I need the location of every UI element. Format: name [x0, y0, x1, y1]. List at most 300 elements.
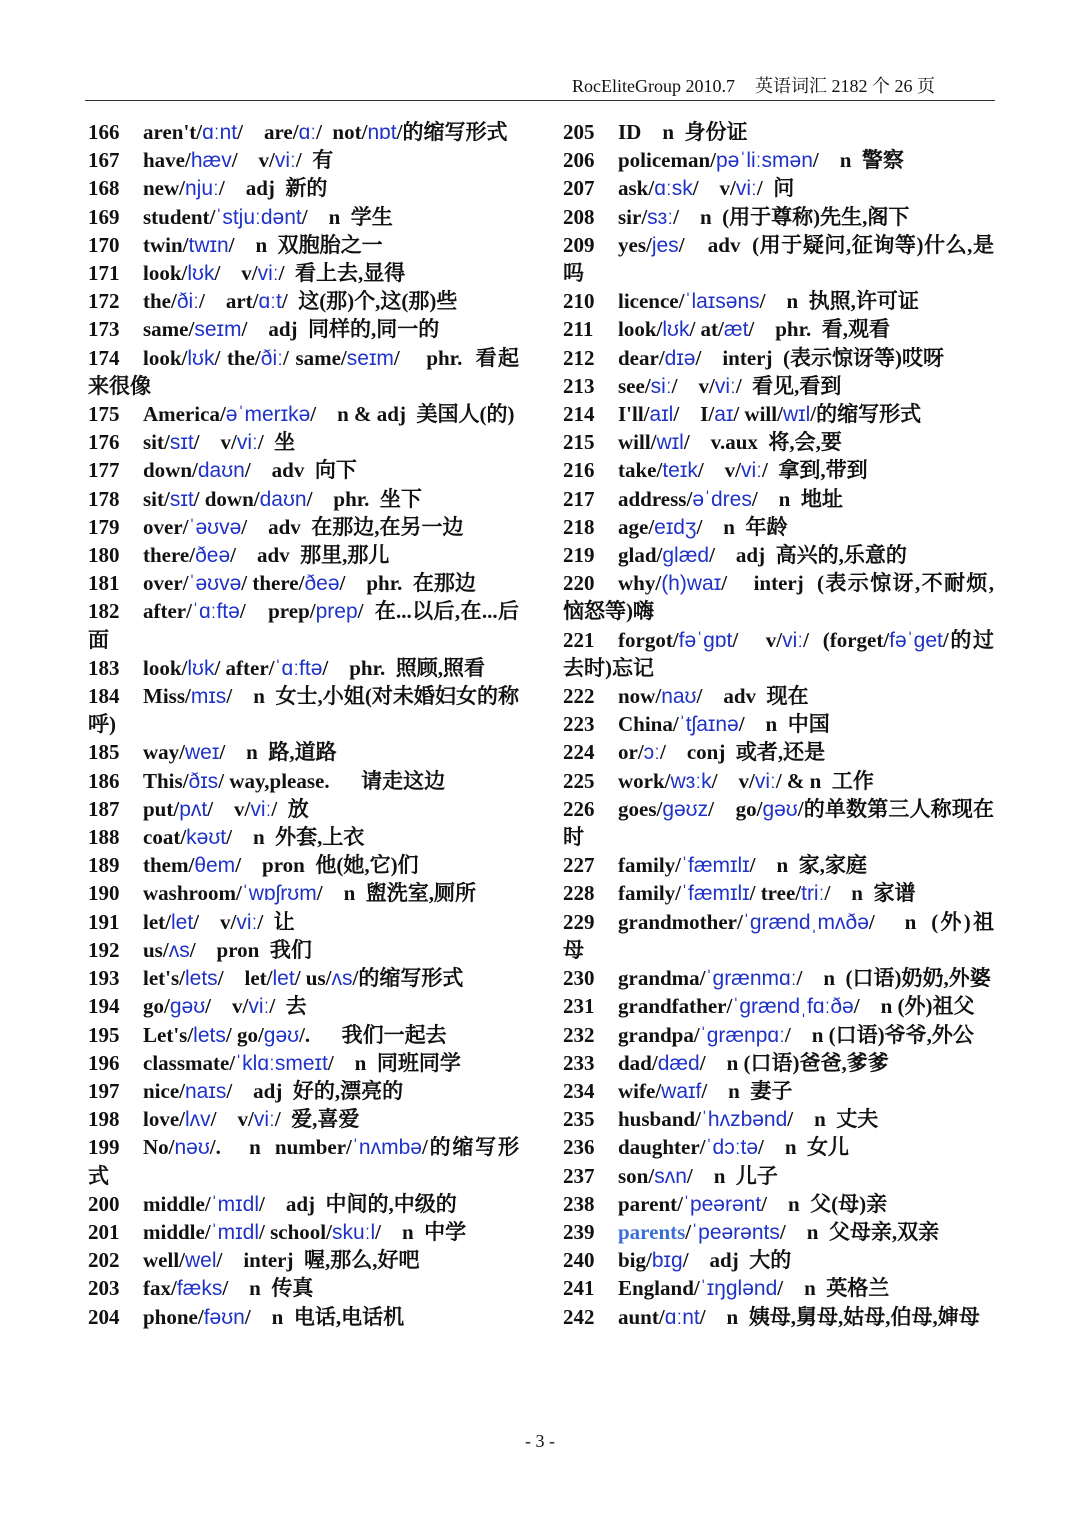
- highlighted-word: parents: [618, 1219, 686, 1244]
- phonetic-transcription: ʌs: [331, 967, 353, 991]
- phonetic-transcription: viː: [236, 431, 258, 455]
- phonetic-transcription: ɑːsk: [654, 177, 693, 201]
- phonetic-transcription: daʊn: [259, 487, 307, 511]
- entry-text: / n 父母亲,双亲: [779, 1219, 940, 1244]
- phonetic-transcription: eɪdʒ: [654, 515, 697, 539]
- phonetic-transcription: ˈfæmɪlɪ: [681, 854, 750, 878]
- entry-text: / 这(那)个,这(那)些: [281, 289, 458, 314]
- vocab-entry: [88, 400, 519, 428]
- phonetic-transcription: lʊk: [187, 262, 215, 286]
- vocab-entry: [88, 1246, 519, 1274]
- entry-number: 220: [563, 571, 595, 596]
- entry-text: /的过去时)忘记: [563, 627, 994, 680]
- entry-text: / phr. 坐下: [306, 486, 422, 511]
- phonetic-transcription: let: [170, 910, 194, 934]
- entry-text: / n 执照,许可证: [759, 289, 919, 314]
- phonetic-transcription: bɪg: [651, 1249, 683, 1273]
- entry-text: /的缩写形式: [810, 402, 922, 427]
- phonetic-transcription: ˈpeərənts: [691, 1220, 780, 1244]
- vocab-entry: [563, 428, 994, 456]
- vocab-entry: [563, 287, 994, 315]
- phonetic-transcription: viː: [253, 1108, 275, 1132]
- entry-number: 236: [563, 1135, 595, 1160]
- phonetic-transcription: ˈgrænmɑː: [705, 967, 797, 991]
- entry-text: dad/: [618, 1050, 658, 1075]
- vocab-entry: [563, 710, 994, 738]
- phonetic-transcription: viː: [741, 459, 762, 483]
- entry-number: 177: [88, 458, 120, 483]
- phonetic-transcription: ˈgrændˌfɑːðə: [732, 995, 854, 1019]
- entry-text: England/: [618, 1276, 700, 1301]
- entry-text: /: [685, 1219, 692, 1244]
- entry-number: 205: [563, 120, 595, 144]
- entry-number: 207: [563, 176, 595, 201]
- phonetic-transcription: naʊ: [661, 685, 697, 709]
- vocab-entry: [563, 118, 994, 146]
- entry-text: family/: [618, 881, 681, 906]
- phonetic-transcription: hæv: [190, 149, 232, 173]
- vocab-entry: [563, 851, 994, 879]
- entry-text: ask/: [618, 176, 655, 201]
- phonetic-transcription: θem: [194, 854, 236, 878]
- phonetic-transcription: mɪs: [190, 685, 227, 709]
- entry-text: / school/: [259, 1219, 332, 1244]
- phonetic-transcription: siː: [650, 374, 672, 398]
- entry-number: 226: [563, 796, 595, 821]
- entry-text: /的单数第三人称现在时: [563, 796, 994, 850]
- entry-text: / adj 同样的,同一的: [241, 317, 440, 342]
- vocab-entry: [88, 654, 519, 682]
- entry-text: wife/: [618, 1078, 662, 1103]
- phonetic-transcription: ðeə: [304, 572, 340, 596]
- entry-text: aunt/: [618, 1304, 665, 1329]
- vocab-entry: [88, 259, 519, 287]
- entry-text: / I/: [673, 402, 715, 427]
- phonetic-transcription: triː: [801, 882, 825, 906]
- entry-text: licence/: [618, 289, 685, 314]
- vocab-entry: [563, 456, 994, 484]
- vocab-entry: [88, 823, 519, 851]
- entry-number: 167: [88, 148, 120, 173]
- entry-number: 201: [88, 1219, 120, 1244]
- phonetic-transcription: sɪt: [169, 487, 194, 511]
- phonetic-transcription: dæd: [657, 1051, 700, 1075]
- entry-number: 173: [88, 317, 120, 342]
- entry-text: down/: [143, 458, 198, 483]
- entry-text: well/: [143, 1248, 185, 1273]
- entry-text: / 去: [269, 994, 307, 1019]
- phonetic-transcription: ɑːt: [258, 290, 282, 314]
- entry-text: / art/: [199, 289, 259, 314]
- entry-number: 188: [88, 825, 120, 850]
- entry-number: 240: [563, 1248, 595, 1273]
- entry-text: family/: [618, 853, 681, 878]
- entry-text: America/: [143, 402, 226, 427]
- vocab-entry: [88, 1021, 519, 1049]
- phonetic-transcription: fəˈgɒt: [678, 628, 733, 652]
- phonetic-transcription: əˈdres: [692, 487, 752, 511]
- phonetic-transcription: ˈəʊvə: [188, 515, 242, 539]
- vocab-entry: [88, 1218, 519, 1246]
- entry-text: age/: [618, 514, 655, 539]
- entry-text: /. n number/: [209, 1135, 352, 1160]
- phonetic-transcription: lʊk: [662, 318, 690, 342]
- vocab-entry: [88, 1049, 519, 1077]
- entry-number: 241: [563, 1276, 595, 1301]
- entry-number: 233: [563, 1050, 595, 1075]
- entry-number: 230: [563, 966, 595, 991]
- phonetic-transcription: pəˈliːsmən: [716, 149, 813, 173]
- entry-text: / n 妻子: [701, 1078, 793, 1103]
- entry-text: / 看见,看到: [735, 373, 842, 398]
- entry-text: middle/: [143, 1191, 211, 1216]
- vocab-entry: [563, 1021, 994, 1049]
- entry-text: over/: [143, 571, 189, 596]
- entry-text: / us/: [294, 966, 332, 991]
- vocab-entry: [88, 541, 519, 569]
- entry-text: nice/: [143, 1078, 185, 1103]
- vocab-entry: [563, 1218, 994, 1246]
- entry-number: 174: [88, 345, 120, 370]
- entry-text: dear/: [618, 345, 665, 370]
- entry-text: sit/: [143, 486, 170, 511]
- entry-text: / not/: [316, 120, 368, 144]
- entry-text: washroom/: [143, 881, 242, 906]
- entry-number: 195: [88, 1022, 120, 1047]
- entry-text: / n 中国: [738, 712, 830, 737]
- entry-text: Miss/: [143, 684, 191, 709]
- vocab-entry: [563, 231, 994, 287]
- vocab-entry: [88, 485, 519, 513]
- phonetic-transcription: ˈlaɪsəns: [684, 290, 760, 314]
- entry-text: us/: [143, 937, 169, 962]
- entry-text: yes/: [618, 232, 652, 257]
- entry-number: 196: [88, 1050, 120, 1075]
- entry-text: / v/: [711, 768, 755, 793]
- phonetic-transcription: ˈəʊvə: [188, 572, 242, 596]
- entry-number: 229: [563, 909, 595, 934]
- phonetic-transcription: gəʊz: [662, 797, 709, 821]
- entry-text: middle/: [143, 1219, 211, 1244]
- entry-text: / n 家,家庭: [749, 853, 867, 878]
- entry-text: now/: [618, 684, 662, 709]
- vocab-entry: [563, 795, 994, 851]
- phonetic-transcription: weɪ: [185, 741, 220, 765]
- vocab-entry: [88, 908, 519, 936]
- entry-text: / n 外套,上衣: [226, 825, 365, 850]
- vocab-entry: [88, 344, 519, 400]
- entry-text: / v/: [193, 909, 237, 934]
- phonetic-transcription: ʌs: [168, 938, 190, 962]
- vocab-entry: [88, 738, 519, 766]
- vocab-entry: [563, 1105, 994, 1133]
- entry-text: / n 同班同学: [327, 1050, 461, 1075]
- entry-text: / pron 他(她,它)们: [235, 853, 419, 878]
- entry-text: coat/: [143, 825, 187, 850]
- entry-number: 223: [563, 712, 595, 737]
- vocab-entry: [563, 682, 994, 710]
- vocab-entry: [88, 767, 519, 795]
- entry-number: 206: [563, 148, 595, 173]
- entry-number: 209: [563, 232, 595, 257]
- entry-number: 178: [88, 486, 120, 511]
- vocab-entry: [563, 964, 994, 992]
- vocab-entry: [88, 964, 519, 992]
- entry-text: / adj 大的: [682, 1248, 792, 1273]
- phonetic-transcription: ˈɑːftə: [274, 656, 323, 680]
- vocab-entry: [88, 992, 519, 1020]
- entry-text: / n & adj 美国人(的): [310, 402, 515, 427]
- phonetic-transcription: ðiː: [260, 346, 283, 370]
- phonetic-transcription: ðɪs: [188, 769, 219, 793]
- entry-text: let/: [143, 909, 171, 934]
- entry-number: 227: [563, 853, 595, 878]
- entry-text: take/: [618, 458, 663, 483]
- entry-number: 222: [563, 684, 595, 709]
- phonetic-transcription: viː: [714, 374, 736, 398]
- entry-text: / there/: [241, 571, 305, 596]
- entry-text: daughter/: [618, 1135, 706, 1160]
- entry-text: This/: [143, 768, 189, 793]
- entry-number: 180: [88, 543, 120, 568]
- vocab-entry: [88, 795, 519, 823]
- vocab-entry: [563, 738, 994, 766]
- phonetic-transcription: ˈnʌmbə: [351, 1136, 422, 1160]
- phonetic-transcription: gəʊ: [263, 1023, 300, 1047]
- header-rule: [85, 100, 995, 101]
- entry-text: / n 家谱: [824, 881, 916, 906]
- vocab-entry: [563, 315, 994, 343]
- vocab-column-right: [563, 118, 994, 1331]
- entry-text: I'll/: [618, 402, 650, 427]
- phonetic-transcription: teɪk: [662, 459, 698, 483]
- entry-text: / go/: [225, 1022, 264, 1047]
- phonetic-transcription: daʊn: [197, 459, 245, 483]
- entry-number: 169: [88, 204, 120, 229]
- phonetic-transcription: wɪl: [782, 403, 811, 427]
- entry-text: new/: [143, 176, 185, 201]
- vocab-entry: [563, 400, 994, 428]
- entry-text: son/: [618, 1163, 655, 1188]
- entry-text: / go/: [708, 796, 763, 821]
- entry-number: 213: [563, 373, 595, 398]
- entry-number: 215: [563, 430, 595, 455]
- phonetic-transcription: prep: [315, 600, 358, 624]
- entry-text: / n 传真: [222, 1276, 314, 1301]
- phonetic-transcription: lets: [193, 1023, 226, 1047]
- entry-text: / v/: [697, 458, 741, 483]
- phonetic-transcription: naɪs: [185, 1079, 227, 1103]
- vocab-entry: [88, 203, 519, 231]
- phonetic-transcription: lets: [185, 967, 218, 991]
- entry-text: or/: [618, 740, 644, 765]
- entry-text: / n (用于尊称)先生,阁下: [673, 204, 910, 229]
- vocab-entry: [563, 992, 994, 1020]
- vocab-entry: [563, 1077, 994, 1105]
- vocab-entry: [88, 1077, 519, 1105]
- phonetic-transcription: ɑː: [298, 121, 317, 144]
- entry-number: 228: [563, 881, 595, 906]
- entry-number: 181: [88, 571, 120, 596]
- entry-number: 186: [88, 768, 120, 793]
- vocab-entry: [88, 879, 519, 907]
- entry-text: / way,please. 请走这边: [218, 768, 446, 793]
- entry-number: 198: [88, 1107, 120, 1132]
- entry-number: 176: [88, 430, 120, 455]
- phonetic-transcription: seɪm: [346, 346, 394, 370]
- entry-text: / adj 新的: [218, 176, 328, 201]
- vocab-entry: [88, 851, 519, 879]
- phonetic-transcription: əˈmerɪkə: [225, 403, 311, 427]
- vocab-entry: [563, 1049, 994, 1077]
- phonetic-transcription: nəʊ: [174, 1136, 210, 1160]
- vocab-entry: [563, 1246, 994, 1274]
- phonetic-transcription: wɜːk: [670, 769, 712, 793]
- phonetic-transcription: let: [272, 967, 295, 991]
- vocab-entry: [88, 428, 519, 456]
- entry-text: / n (口语)爸爸,爹爹: [699, 1050, 889, 1075]
- entry-text: / n 盥洗室,厕所: [316, 881, 476, 906]
- page-header: [572, 74, 935, 98]
- entry-text: / n 女儿: [758, 1135, 850, 1160]
- vocab-entry: [88, 118, 519, 146]
- vocab-entry: [88, 936, 519, 964]
- entry-text: classmate/: [143, 1050, 236, 1075]
- entry-number: 221: [563, 627, 595, 652]
- vocab-entry: [563, 174, 994, 202]
- entry-text: / v/: [231, 148, 275, 173]
- entry-text: husband/: [618, 1107, 701, 1132]
- vocab-column-left: [88, 118, 519, 1331]
- phonetic-transcription: viː: [236, 910, 258, 934]
- entry-number: 191: [88, 909, 120, 934]
- entry-text: / n 丈夫: [787, 1107, 879, 1132]
- entry-text: / v/: [210, 1107, 254, 1132]
- entry-text: fax/: [143, 1276, 177, 1301]
- entry-text: / v/: [193, 430, 237, 455]
- phonetic-transcription: ˈgrænpɑː: [699, 1023, 785, 1047]
- phonetic-transcription: seɪm: [194, 318, 242, 342]
- phonetic-transcription: glæd: [662, 544, 710, 568]
- entry-text: / phr. 看起来很像: [88, 345, 519, 398]
- entry-text: / phr. 照顾,照看: [322, 655, 485, 680]
- entry-text: have/: [143, 148, 191, 173]
- entry-number: 224: [563, 740, 595, 765]
- entry-text: glad/: [618, 543, 663, 568]
- vocab-entry: [563, 203, 994, 231]
- entry-text: / adv 在那边,在另一边: [241, 514, 464, 539]
- phonetic-transcription: ˈstjuːdənt: [215, 205, 302, 229]
- entry-text: / n (外)祖父: [853, 994, 975, 1019]
- entry-text: let's/: [143, 966, 185, 991]
- entry-text: put/: [143, 796, 180, 821]
- entry-text: / will/: [733, 402, 783, 427]
- phonetic-transcription: ˈwɒʃrʊm: [241, 882, 317, 906]
- vocab-entry: [563, 879, 994, 907]
- vocab-entry: [563, 626, 994, 682]
- vocab-entry: [563, 1190, 994, 1218]
- entry-text: / at/: [689, 317, 724, 342]
- entry-number: 242: [563, 1304, 595, 1329]
- entry-text: why/: [618, 571, 662, 596]
- phonetic-transcription: æt: [723, 318, 749, 342]
- entry-text: will/: [618, 430, 657, 455]
- entry-number: 232: [563, 1022, 595, 1047]
- phonetic-transcription: viː: [782, 628, 804, 652]
- vocab-entry: [563, 513, 994, 541]
- entry-number: 175: [88, 402, 120, 427]
- vocab-entry: [563, 146, 994, 174]
- phonetic-transcription: ˈgrændˌmʌðə: [742, 910, 869, 934]
- phonetic-transcription: wel: [185, 1249, 217, 1273]
- phonetic-transcription: ˈfæmɪlɪ: [681, 882, 750, 906]
- vocab-entry: [88, 456, 519, 484]
- entry-number: 197: [88, 1078, 120, 1103]
- entry-number: 212: [563, 345, 595, 370]
- phonetic-transcription: ˈɑːftə: [191, 600, 240, 624]
- phonetic-transcription: ˈɪŋglənd: [699, 1277, 778, 1301]
- vocab-entry: [563, 344, 994, 372]
- entry-text: over/: [143, 514, 189, 539]
- entry-text: / 问: [756, 176, 795, 201]
- phonetic-transcription: wɪl: [656, 431, 684, 455]
- entry-text: / n (口语)爷爷,外公: [784, 1022, 974, 1047]
- vocab-entry: [88, 174, 519, 202]
- entry-text: / n 姨母,舅母,姑母,伯母,婶母: [699, 1304, 980, 1329]
- entry-text: look/: [143, 261, 188, 286]
- entry-text: / 拿到,带到: [762, 458, 868, 483]
- entry-text: Let's/: [143, 1022, 194, 1047]
- entry-text: / v.aux 将,会,要: [683, 430, 842, 455]
- entry-text: big/: [618, 1248, 652, 1273]
- entry-number: 208: [563, 204, 595, 229]
- entry-text: / phr. 看,观看: [748, 317, 890, 342]
- entry-text: / n 双胞胎之一: [228, 232, 383, 257]
- vocab-entry: [88, 569, 519, 597]
- entry-number: 218: [563, 514, 595, 539]
- entry-text: / interj (表示惊讶,不耐烦,恼怒等)嗨: [563, 571, 994, 624]
- phonetic-transcription: ɑːnt: [202, 121, 238, 144]
- entry-text: / n 中学: [375, 1219, 467, 1244]
- phonetic-transcription: ˈpeərənt: [682, 1192, 762, 1216]
- entry-text: / pron 我们: [189, 937, 312, 962]
- phonetic-transcription: viː: [754, 769, 776, 793]
- entry-text: there/: [143, 543, 196, 568]
- entry-number: 182: [88, 599, 120, 624]
- entry-text: look/: [618, 317, 663, 342]
- phonetic-transcription: gəʊ: [169, 995, 206, 1019]
- entry-number: 238: [563, 1191, 595, 1216]
- entry-text: / adj 好的,漂亮的: [226, 1078, 404, 1103]
- entry-text: / n 英格兰: [777, 1276, 890, 1301]
- entry-number: 239: [563, 1219, 595, 1244]
- entry-text: / 放: [271, 796, 309, 821]
- phonetic-transcription: ˈhʌzbənd: [700, 1108, 788, 1132]
- phonetic-transcription: lʊk: [187, 346, 215, 370]
- phonetic-transcription: fəʊn: [203, 1305, 245, 1329]
- entry-text: student/: [143, 204, 216, 229]
- phonetic-transcription: viː: [257, 262, 279, 286]
- vocab-entry: [563, 908, 994, 964]
- entry-text: / interj 喔,那么,好吧: [216, 1248, 420, 1273]
- phonetic-transcription: ˈtʃaɪnə: [678, 713, 739, 737]
- entry-text: / adv (用于疑问,征询等)什么,是吗: [563, 232, 994, 286]
- entry-text: them/: [143, 853, 195, 878]
- entry-text: / n 路,道路: [219, 740, 337, 765]
- entry-text: grandmother/: [618, 909, 743, 934]
- entry-text: same/: [143, 317, 195, 342]
- entry-text: /的缩写形式: [396, 120, 508, 144]
